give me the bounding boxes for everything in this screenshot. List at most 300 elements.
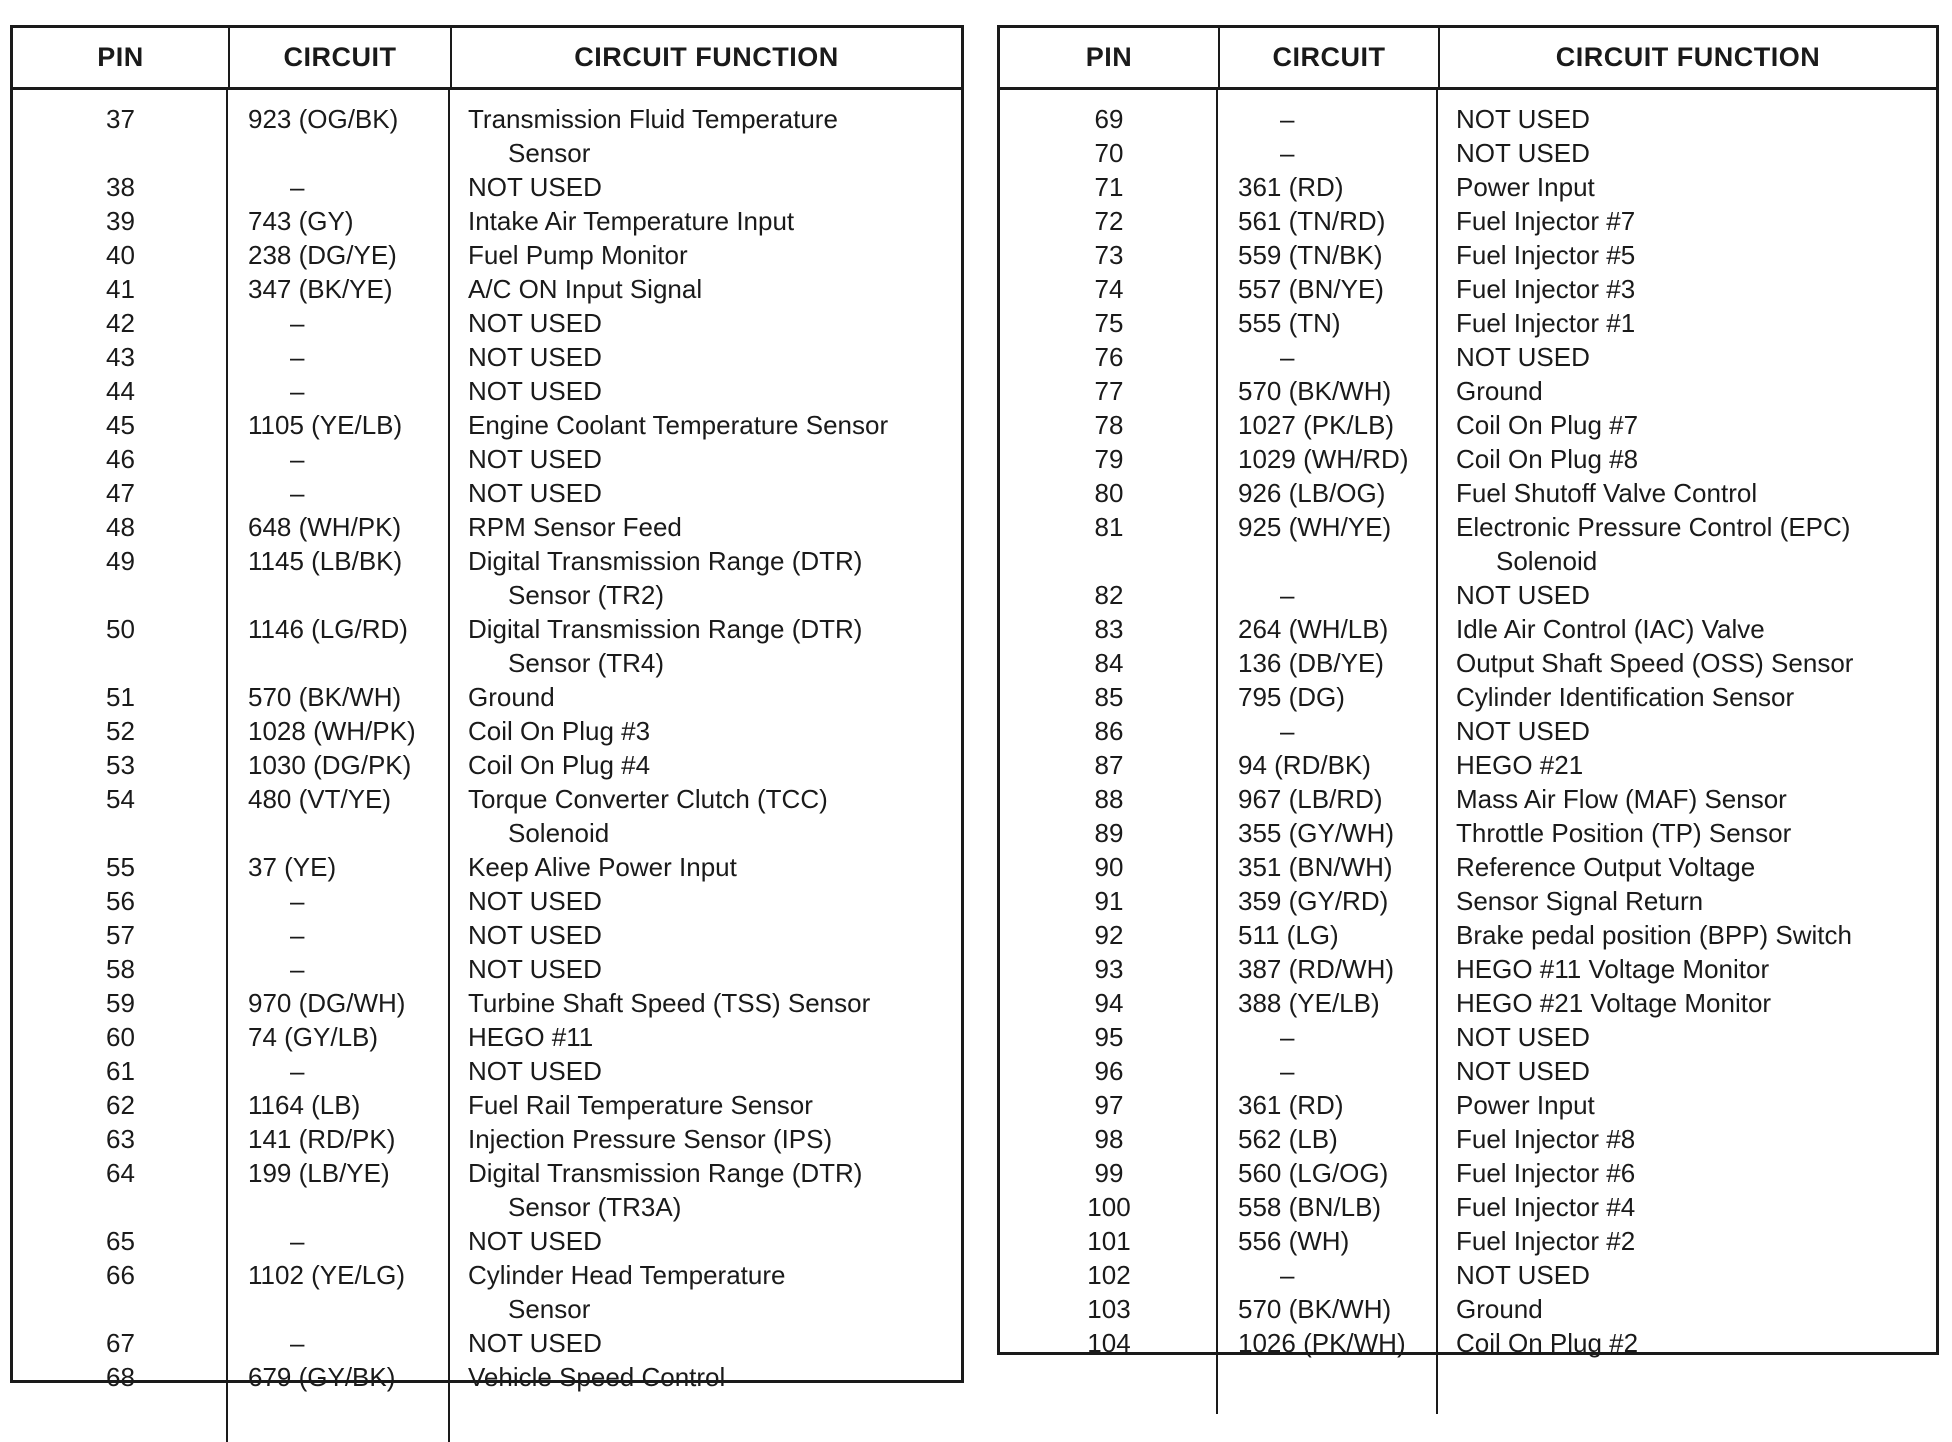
circuit-function [1438,986,1936,1020]
circuit-code: 570 (BK/WH) [1238,1294,1392,1324]
pin-number: 56 [106,886,135,916]
circuit-function-text: Vehicle Speed Control [468,1362,726,1392]
circuit-function-text: A/C ON Input Signal [468,274,703,304]
circuit-function-text: Fuel Injector #6 [1456,1158,1636,1188]
circuit-code: – [1280,1260,1295,1290]
circuit-code: 555 (TN) [1238,308,1341,338]
table-row [1000,374,1936,408]
circuit-code: 570 (BK/WH) [1238,376,1392,406]
circuit-function-text: RPM Sensor Feed [468,512,682,542]
circuit-function-text: Engine Coolant Temperature Sensor [468,410,889,440]
circuit-function-text: NOT USED [468,376,602,406]
table-row [1000,1156,1936,1190]
circuit-function [1438,476,1936,510]
circuit-code: 74 (GY/LB) [248,1022,379,1052]
circuit-function-continuation: Sensor [508,138,591,168]
circuit-code: – [290,376,305,406]
circuit-function-text: Ground [1456,1294,1543,1324]
circuit-code: 925 (WH/YE) [1238,512,1392,542]
circuit-code: – [1280,716,1295,746]
header-circuit: CIRCUIT [228,28,450,87]
circuit-code: 351 (BN/WH) [1238,852,1393,882]
circuit-function-text: NOT USED [1456,342,1590,372]
pin-number: 41 [106,274,135,304]
circuit-function [450,850,961,884]
circuit-function-continuation: Sensor (TR4) [508,648,665,678]
table-row [1000,340,1936,374]
circuit-function-text: NOT USED [468,308,602,338]
circuit-function-text: Digital Transmission Range (DTR) [468,546,863,576]
pin-number: 64 [106,1158,135,1188]
pin-number: 50 [106,614,135,644]
pin-number: 54 [106,784,135,814]
circuit-code: – [290,1056,305,1086]
circuit-function-text: Throttle Position (TP) Sensor [1456,818,1792,848]
circuit-function [1438,170,1936,204]
table-row [13,170,961,204]
table-row [13,476,961,510]
circuit-code: 795 (DG) [1238,682,1345,712]
pin-number: 100 [1087,1192,1131,1222]
table-row [13,952,961,986]
pin-number: 37 [106,104,135,134]
table-row [13,1054,961,1088]
table-row [1000,442,1936,476]
table-header [1000,28,1936,90]
circuit-function [450,1020,961,1054]
circuit-function-text: Coil On Plug #3 [468,716,651,746]
pin-number: 45 [106,410,135,440]
circuit-function-text: Injection Pressure Sensor (IPS) [468,1124,833,1154]
table-row [1000,272,1936,306]
circuit-code: 511 (LG) [1238,920,1339,950]
pin-number: 73 [1094,240,1124,270]
circuit-function [1438,680,1936,714]
circuit-function-text: Sensor Signal Return [1456,886,1704,916]
circuit-function-text: NOT USED [1456,716,1590,746]
pin-number: 89 [1094,818,1124,848]
circuit-function [1438,714,1936,748]
pin-number: 102 [1087,1260,1131,1290]
circuit-function [450,714,961,748]
circuit-function [1438,204,1936,238]
circuit-function [450,986,961,1020]
pin-number: 81 [1094,512,1124,542]
circuit-code: 1145 (LB/BK) [248,546,403,576]
table-row [13,374,961,408]
circuit-function-text: Fuel Injector #3 [1456,274,1636,304]
circuit-code: 648 (WH/PK) [248,512,402,542]
circuit-function [450,782,961,850]
circuit-function [450,306,961,340]
circuit-code: 967 (LB/RD) [1238,784,1383,814]
circuit-function [450,918,961,952]
table-body [1000,90,1936,1360]
circuit-function-text: Digital Transmission Range (DTR) [468,1158,863,1188]
circuit-function [1438,1088,1936,1122]
table-row [13,850,961,884]
circuit-code: – [290,954,305,984]
table-row [13,408,961,442]
circuit-function-text: Fuel Pump Monitor [468,240,688,270]
circuit-code: – [290,308,305,338]
pin-number: 60 [106,1022,135,1052]
circuit-function [1438,816,1936,850]
circuit-code: – [290,1328,305,1358]
pin-number: 63 [106,1124,135,1154]
circuit-function-text: NOT USED [1456,1260,1590,1290]
circuit-code: 1102 (YE/LG) [248,1260,406,1290]
circuit-function-text: Coil On Plug #4 [468,750,651,780]
pin-number: 95 [1094,1022,1124,1052]
pin-number: 42 [106,308,135,338]
pin-number: 46 [106,444,135,474]
circuit-code: 359 (GY/RD) [1238,886,1389,916]
circuit-function [1438,136,1936,170]
circuit-function-text: Keep Alive Power Input [468,852,737,882]
pin-number: 90 [1094,852,1124,882]
circuit-function-text: Ground [1456,376,1543,406]
table-row [13,748,961,782]
circuit-code: 1146 (LG/RD) [248,614,408,644]
circuit-function [450,1122,961,1156]
circuit-function-text: HEGO #21 Voltage Monitor [1456,988,1772,1018]
circuit-function-text: Fuel Injector #5 [1456,240,1636,270]
pin-number: 103 [1087,1294,1131,1324]
circuit-code: 264 (WH/LB) [1238,614,1389,644]
circuit-function-text: Torque Converter Clutch (TCC) [468,784,828,814]
table-row [13,1360,961,1394]
circuit-function [450,374,961,408]
table-row [13,1224,961,1258]
table-row [1000,884,1936,918]
circuit-code: – [290,920,305,950]
circuit-function-continuation: Solenoid [508,818,610,848]
circuit-function-text: Coil On Plug #8 [1456,444,1639,474]
circuit-function-text: Power Input [1456,172,1595,202]
circuit-function-text: Electronic Pressure Control (EPC) [1456,512,1851,542]
pin-number: 38 [106,172,135,202]
pin-number: 87 [1094,750,1124,780]
circuit-code: 480 (VT/YE) [248,784,392,814]
circuit-function-text: NOT USED [1456,1022,1590,1052]
table-row [1000,680,1936,714]
circuit-code: – [290,444,305,474]
pin-number: 67 [106,1328,135,1358]
pin-number: 49 [106,546,135,576]
table-row [1000,136,1936,170]
circuit-function-continuation: Sensor (TR3A) [508,1192,682,1222]
circuit-function [1438,952,1936,986]
circuit-function [1438,1326,1936,1360]
circuit-code: 136 (DB/YE) [1238,648,1384,678]
circuit-function-text: Fuel Shutoff Valve Control [1456,478,1758,508]
table-row [13,1122,961,1156]
circuit-function [450,102,961,170]
table-row [1000,1292,1936,1326]
circuit-code: 926 (LB/OG) [1238,478,1386,508]
circuit-code: 238 (DG/YE) [248,240,397,270]
table-row [1000,952,1936,986]
pin-number: 91 [1094,886,1124,916]
pin-number: 48 [106,512,135,542]
table-row [1000,646,1936,680]
circuit-function [1438,612,1936,646]
circuit-code: 1030 (DG/PK) [248,750,412,780]
circuit-code: 361 (RD) [1238,172,1344,202]
table-row [1000,1054,1936,1088]
circuit-function-text: Digital Transmission Range (DTR) [468,614,863,644]
table-body [13,90,961,1394]
circuit-function-text: NOT USED [468,920,602,950]
table-row [1000,1224,1936,1258]
pin-number: 75 [1094,308,1124,338]
circuit-code: 1027 (PK/LB) [1238,410,1395,440]
table-row [13,1088,961,1122]
table-row [13,714,961,748]
circuit-function [450,1156,961,1224]
circuit-code: 94 (RD/BK) [1238,750,1371,780]
circuit-function-text: Fuel Injector #4 [1456,1192,1636,1222]
circuit-code: 1029 (WH/RD) [1238,444,1409,474]
pin-number: 44 [106,376,135,406]
pin-number: 69 [1094,104,1124,134]
circuit-function-text: Fuel Injector #7 [1456,206,1636,236]
circuit-function [450,476,961,510]
circuit-function [450,204,961,238]
table-row [1000,102,1936,136]
pin-number: 71 [1094,172,1124,202]
circuit-function-text: NOT USED [468,1056,602,1086]
circuit-code: 199 (LB/YE) [248,1158,390,1188]
table-row [1000,408,1936,442]
circuit-function [450,748,961,782]
table-row [13,1258,961,1326]
table-row [13,238,961,272]
table-row [1000,850,1936,884]
table-row [13,1156,961,1224]
table-row [1000,510,1936,578]
circuit-function [450,1054,961,1088]
header-pin: PIN [97,42,144,72]
circuit-function-text: NOT USED [468,444,602,474]
pin-table-left [10,25,964,1392]
pin-number: 98 [1094,1124,1124,1154]
pin-number: 83 [1094,614,1124,644]
pin-number: 68 [106,1362,135,1392]
circuit-code: 560 (LG/OG) [1238,1158,1389,1188]
pin-number: 85 [1094,682,1124,712]
pin-number: 65 [106,1226,135,1256]
circuit-code: 361 (RD) [1238,1090,1344,1120]
circuit-function-text: NOT USED [1456,104,1590,134]
circuit-function [450,1088,961,1122]
table-row [1000,816,1936,850]
table-row [1000,1190,1936,1224]
circuit-function-text: NOT USED [468,342,602,372]
table-row [13,204,961,238]
circuit-function-text: HEGO #11 Voltage Monitor [1456,954,1770,984]
circuit-function-text: NOT USED [468,1226,602,1256]
circuit-function-text: Mass Air Flow (MAF) Sensor [1456,784,1787,814]
table-row [13,306,961,340]
table-row [13,510,961,544]
circuit-code: – [290,172,305,202]
table-row [13,1020,961,1054]
pin-number: 57 [106,920,135,950]
pin-number: 66 [106,1260,135,1290]
table-row [1000,306,1936,340]
circuit-function-text: Reference Output Voltage [1456,852,1756,882]
pin-table-right [997,25,1939,1358]
circuit-function [450,1258,961,1326]
pin-number: 93 [1094,954,1124,984]
circuit-function [450,170,961,204]
table-row [1000,170,1936,204]
circuit-function [450,1360,961,1394]
pin-number: 53 [106,750,135,780]
circuit-code: 1105 (YE/LB) [248,410,403,440]
table-row [1000,1088,1936,1122]
pin-number: 51 [106,682,135,712]
circuit-function [1438,646,1936,680]
circuit-function-text: Turbine Shaft Speed (TSS) Sensor [468,988,871,1018]
circuit-function [1438,1292,1936,1326]
circuit-function [1438,272,1936,306]
pin-number: 70 [1094,138,1124,168]
circuit-code: 1028 (WH/PK) [248,716,416,746]
circuit-function [450,1326,961,1360]
circuit-function-text: NOT USED [1456,1056,1590,1086]
circuit-code: 556 (WH) [1238,1226,1350,1256]
circuit-code: – [290,1226,305,1256]
table-row [13,782,961,850]
circuit-code: 141 (RD/PK) [248,1124,396,1154]
pin-number: 43 [106,342,135,372]
table-row [13,272,961,306]
circuit-function-continuation: Solenoid [1496,546,1598,576]
pin-number: 104 [1087,1328,1131,1358]
pin-number: 59 [106,988,135,1018]
circuit-code: 561 (TN/RD) [1238,206,1386,236]
pin-number: 78 [1094,410,1124,440]
circuit-code: – [1280,104,1295,134]
circuit-code: 1164 (LB) [248,1090,361,1120]
circuit-function [450,544,961,612]
table-row [1000,782,1936,816]
circuit-function [1438,748,1936,782]
pin-number: 72 [1094,206,1124,236]
table-row [13,442,961,476]
circuit-function [1438,306,1936,340]
circuit-code: 388 (YE/LB) [1238,988,1380,1018]
pin-number: 74 [1094,274,1124,304]
circuit-function-text: Cylinder Identification Sensor [1456,682,1795,712]
circuit-function-text: Fuel Rail Temperature Sensor [468,1090,813,1120]
circuit-function-text: Brake pedal position (BPP) Switch [1456,920,1852,950]
circuit-function-text: HEGO #21 [1456,750,1584,780]
circuit-code: – [290,342,305,372]
circuit-function-text: NOT USED [468,478,602,508]
circuit-function-text: Transmission Fluid Temperature [468,104,838,134]
circuit-function-text: Cylinder Head Temperature [468,1260,786,1290]
pin-number: 86 [1094,716,1124,746]
circuit-code: 743 (GY) [248,206,354,236]
circuit-code: 570 (BK/WH) [248,682,402,712]
circuit-function [450,442,961,476]
header-pin: PIN [1085,42,1133,72]
circuit-function-text: NOT USED [1456,138,1590,168]
circuit-code: 559 (TN/BK) [1238,240,1383,270]
circuit-code: 679 (GY/BK) [248,1362,396,1392]
table-row [1000,986,1936,1020]
pin-number: 84 [1094,648,1124,678]
circuit-function [1438,1258,1936,1292]
circuit-function-text: Idle Air Control (IAC) Valve [1456,614,1765,644]
circuit-function [1438,918,1936,952]
circuit-code: – [1280,342,1295,372]
circuit-function-text: NOT USED [468,886,602,916]
header-circuit: CIRCUIT [1218,28,1438,87]
pin-number: 96 [1094,1056,1124,1086]
pin-number: 76 [1094,342,1124,372]
circuit-function [450,952,961,986]
circuit-function-text: Coil On Plug #7 [1456,410,1639,440]
circuit-function [450,1224,961,1258]
table-row [1000,1326,1936,1360]
circuit-function [1438,102,1936,136]
circuit-function [1438,1224,1936,1258]
circuit-function-text: Intake Air Temperature Input [468,206,795,236]
circuit-function [1438,1122,1936,1156]
circuit-function-text: Ground [468,682,555,712]
circuit-function [1438,1156,1936,1190]
pin-number: 82 [1094,580,1124,610]
table-row [13,986,961,1020]
pin-number: 92 [1094,920,1124,950]
table-row [13,680,961,714]
circuit-function-text: Fuel Injector #2 [1456,1226,1636,1256]
circuit-function [1438,1054,1936,1088]
table-header [13,28,961,90]
pin-number: 99 [1094,1158,1124,1188]
circuit-function [1438,578,1936,612]
circuit-function [450,612,961,680]
circuit-function [450,680,961,714]
circuit-function-text: Coil On Plug #2 [1456,1328,1639,1358]
circuit-function-text: NOT USED [468,954,602,984]
table-row [1000,1020,1936,1054]
pin-number: 39 [106,206,135,236]
circuit-function [450,238,961,272]
circuit-function [1438,238,1936,272]
circuit-function-text: NOT USED [468,172,602,202]
circuit-function-text: HEGO #11 [468,1022,594,1052]
circuit-function [450,272,961,306]
circuit-function [1438,1190,1936,1224]
table-row [13,884,961,918]
circuit-function [450,510,961,544]
circuit-code: 37 (YE) [248,852,337,882]
table-row [1000,238,1936,272]
pin-number: 62 [106,1090,135,1120]
circuit-function [1438,782,1936,816]
table-row [1000,918,1936,952]
table-row [13,340,961,374]
table-row [13,102,961,170]
header-function: CIRCUIT FUNCTION [450,28,961,87]
circuit-function [1438,850,1936,884]
